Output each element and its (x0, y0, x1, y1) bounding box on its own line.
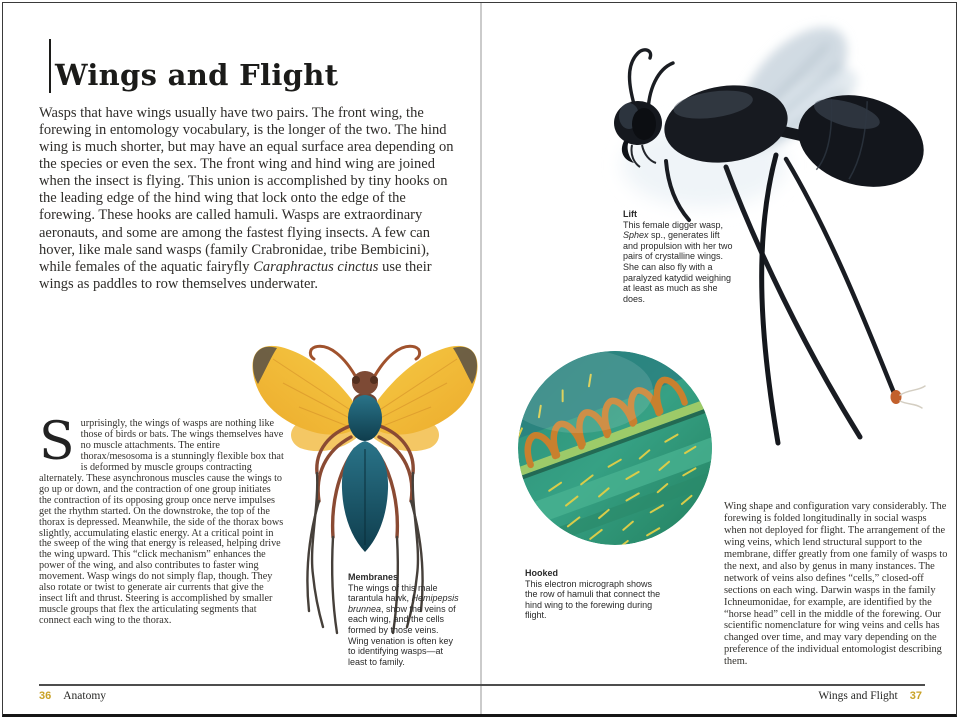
membranes-caption-text: The wings of this male tarantula hawk, Hemipepsis brunnea, show the veins of each wing, and the cells formed by those veins. Wing venation is often key to identifying wasps—at least to family. (348, 582, 459, 667)
body-paragraph-left (39, 412, 284, 627)
wasp-left-wings (252, 346, 365, 451)
hamuli-micrograph-illustration (518, 351, 712, 545)
book-spread (2, 2, 957, 717)
lift-caption-text: This female digger wasp, Sphex sp., generates lift and propulsion with her two pairs of crystalline wings. She can also fly with a paralyzed katydid weighing at least as much as she does. (623, 219, 733, 304)
wasp-leg-orange-tip (891, 390, 902, 404)
footer-left (39, 690, 106, 702)
footer-rule (39, 684, 925, 686)
body-paragraph-left-text: urprisingly, the wings of wasps are nothing like those of birds or bats. The wings themselves have no muscle attachments. The entire thorax/mesosoma is a stunningly flexible box that is deformed by muscle groups contracting alternately. These asynchronous muscles cause the wings to go up or down, and the contraction of one group initiates the contraction of its opposing group once nerve impulses get the rhythm started. On the downstroke, the top of the thorax is depressed. Meanwhile, the side of the thorax bows slightly, accumulating elastic energy. At a critical point in the sweep of the wing that energy is released, helping drive the wing upward. This “click mechanism” enhances the power of the wing, and also contributes to faster wing movement. Wasp wings do not simply flap, though. They also rotate or twist to generate air currents that give the insect lift and thrust. Steering is accomplished by smaller muscle groups that flex the articulating segments that connect each wing to the thorax. (39, 418, 284, 627)
wasp-tarsal-claws (900, 386, 925, 408)
wasp-eye (632, 108, 656, 140)
membranes-caption-heading: Membranes (348, 572, 399, 582)
hamuli-micrograph-image (518, 351, 712, 545)
drop-cap: S (39, 412, 75, 472)
intro-paragraph: Wasps that have wings usually have two pairs. The front wing, the forewing in entomology vocabulary, is the longer of the two. The hind wing is much shorter, but may have an equal surface area depending on the species or even the sex. The front wing and hind wing are joined when the insect is flying. This union is accomplished by tiny hooks on the leading edge of the hind wing that lock onto the edge of the forewing. These hooks are called hamuli. Wasps are extraordinary aeronauts, and some are among the fastest flying insects. A few can hover, like male sand wasps (family Crabronidae, tribe Bembicini), while females of the aquatic fairyfly Caraphractus cinctus use their wings as paddles to row themselves underwater. (39, 104, 454, 293)
hooked-caption-heading: Hooked (525, 568, 559, 578)
page-gutter-divider (480, 3, 482, 714)
wasp-eye-right (370, 376, 378, 384)
body-paragraph-right: Wing shape and configuration vary considerably. The forewing is folded longitudinally in social wasps when not deployed for flight. The arrangement of the wing veins, which lend structural support to the membrane, differ greatly from one family of wasps to the next, and also by genus in many instances. The network of veins also defines “cells,” closed-off sections on each wing. Darwin wasps in the family Ichneumonidae, for example, are identified by the “horse head” cell in the middle of the forewing. Our scientific nomenclature for wing veins and cells has changed over time, and may vary depending on the preference of the individual entomologist describing them. (724, 501, 948, 668)
footer-right (818, 690, 922, 702)
page-number-left: 36 (39, 690, 52, 702)
wasp-thorax (348, 395, 382, 441)
page-number-right: 37 (909, 690, 922, 702)
lift-caption-heading: Lift (623, 209, 637, 219)
wasp-eye-left (352, 376, 360, 384)
hooked-caption (525, 568, 667, 621)
page-title: Wings and Flight (55, 58, 339, 93)
membranes-caption (348, 572, 460, 667)
footer-chapter-label: Wings and Flight (818, 690, 898, 702)
footer-section-label: Anatomy (63, 690, 107, 702)
hooked-caption-text: This electron micrograph shows the row of hamuli that connect the hind wing to the forewing during flight. (525, 578, 661, 621)
title-accent-bar (49, 39, 51, 93)
wasp-right-wings (365, 346, 478, 451)
lift-caption (623, 209, 737, 304)
